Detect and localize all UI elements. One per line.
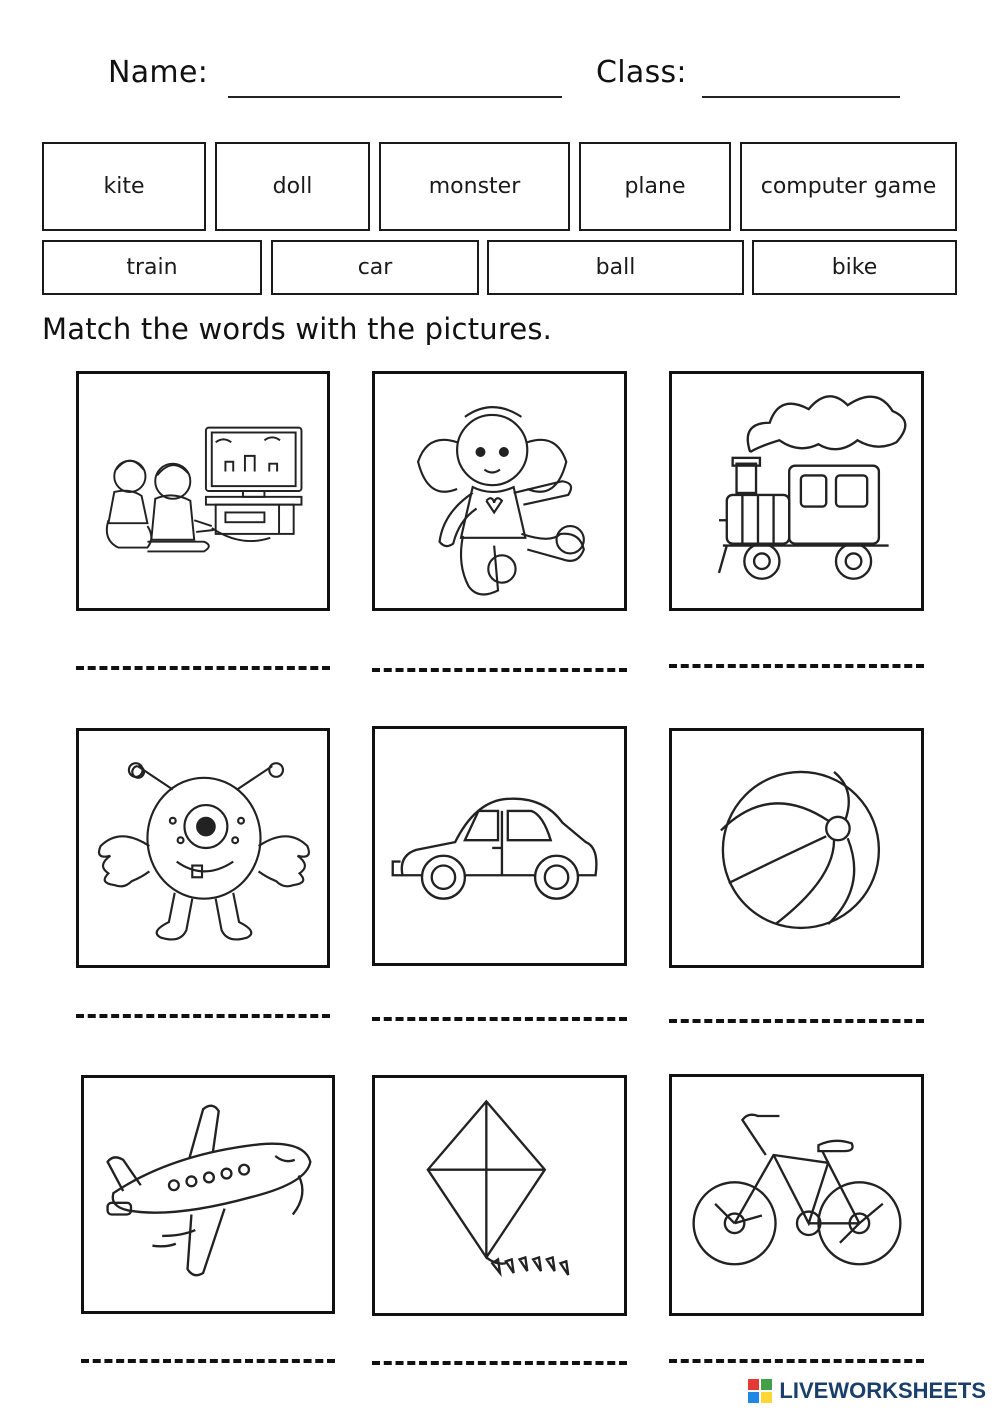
class-input-line[interactable]: [702, 96, 900, 98]
monster-icon: [79, 731, 327, 965]
answer-line-2[interactable]: [372, 668, 627, 672]
picture-box-2: [372, 371, 627, 611]
word-label: doll: [272, 174, 313, 199]
word-label: computer game: [760, 174, 937, 199]
word-box-computer-game: [740, 142, 957, 231]
word-box-ball: [487, 240, 744, 295]
word-box-plane: [579, 142, 731, 231]
word-label: plane: [624, 174, 686, 199]
picture-box-1: [76, 371, 330, 611]
word-box-train: [42, 240, 262, 295]
name-input-line[interactable]: [228, 96, 562, 98]
car-icon: [375, 729, 624, 963]
answer-line-5[interactable]: [372, 1017, 627, 1021]
doll-icon: [375, 374, 624, 608]
word-box-car: [271, 240, 479, 295]
answer-line-1[interactable]: [76, 666, 330, 670]
picture-box-5: [372, 726, 627, 966]
word-box-monster: [379, 142, 570, 231]
picture-box-8: [372, 1075, 627, 1316]
answer-line-4[interactable]: [76, 1014, 330, 1018]
instruction-text: Match the words with the pictures.: [42, 312, 553, 346]
kite-icon: [375, 1078, 624, 1313]
word-box-kite: [42, 142, 206, 231]
answer-line-8[interactable]: [372, 1361, 627, 1365]
ball-icon: [672, 731, 921, 965]
word-label: kite: [103, 174, 145, 199]
picture-box-4: [76, 728, 330, 968]
plane-icon: [84, 1078, 332, 1311]
answer-line-9[interactable]: [669, 1359, 924, 1363]
word-label: train: [126, 255, 178, 280]
word-label: car: [357, 255, 393, 280]
liveworksheets-logo-icon: [747, 1378, 773, 1404]
brand-text: LIVEWORKSHEETS: [779, 1378, 986, 1403]
word-box-bike: [752, 240, 957, 295]
children-playing-computer-game-icon: [79, 374, 327, 608]
picture-box-7: [81, 1075, 335, 1314]
answer-line-6[interactable]: [669, 1019, 924, 1023]
word-label: ball: [595, 255, 636, 280]
answer-line-7[interactable]: [81, 1359, 335, 1363]
word-label: bike: [831, 255, 878, 280]
picture-box-3: [669, 371, 924, 611]
answer-line-3[interactable]: [669, 664, 924, 668]
bike-icon: [672, 1077, 921, 1313]
liveworksheets-brand: [747, 1378, 986, 1404]
word-label: monster: [428, 174, 521, 199]
picture-box-6: [669, 728, 924, 968]
picture-box-9: [669, 1074, 924, 1316]
name-label: Name:: [108, 55, 209, 90]
train-icon: [672, 374, 921, 608]
class-label: Class:: [596, 55, 687, 90]
word-box-doll: [215, 142, 370, 231]
